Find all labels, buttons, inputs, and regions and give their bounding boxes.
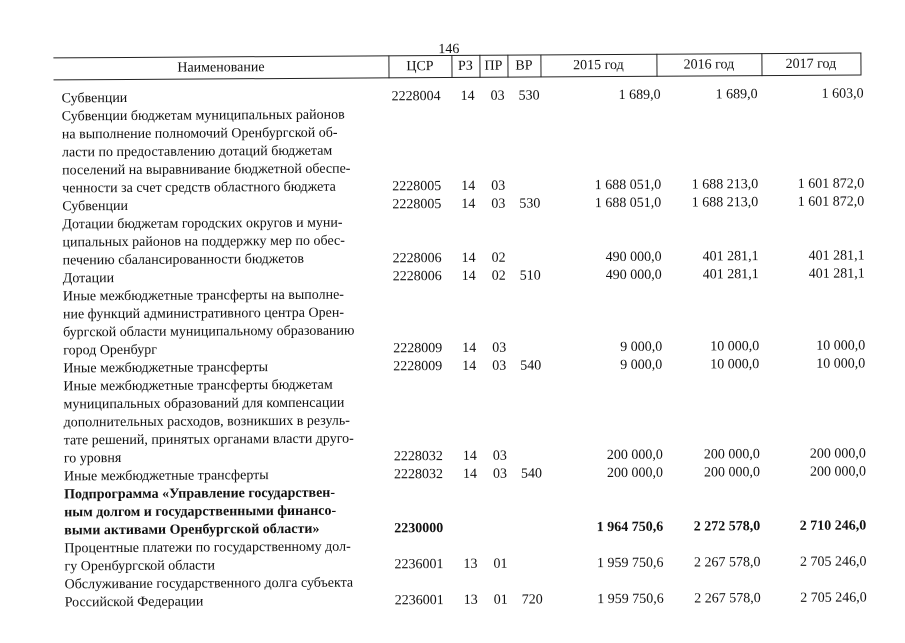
row-csr: 2236001 (394, 557, 444, 573)
row-2017: 10 000,0 (816, 338, 866, 354)
row-2015: 1 688 051,0 (594, 177, 662, 194)
row-name (64, 538, 394, 576)
row-csr: 2236001 (394, 593, 444, 609)
row-2016: 1 688 213,0 (691, 195, 759, 211)
table-row (0, 103, 904, 199)
row-name (62, 196, 392, 216)
row-name-line: Подпрограмма «Управление государствен- (64, 485, 336, 503)
row-2015: 1 959 750,6 (597, 591, 664, 608)
row-2015: 200 000,0 (606, 465, 663, 482)
header-pr: ПР (484, 58, 503, 74)
row-csr: 2228005 (392, 197, 442, 213)
row-2016: 10 000,0 (710, 339, 760, 355)
row-rz: 14 (461, 178, 476, 194)
row-2015: 9 000,0 (620, 357, 663, 373)
row-pr: 03 (492, 466, 507, 482)
row-2016: 2 267 578,0 (694, 591, 761, 607)
row-name (65, 574, 395, 612)
row-name-line: Процентные платежи по государственному дол- (64, 539, 351, 557)
row-vr: 540 (520, 466, 542, 482)
row-pr: 01 (493, 592, 508, 608)
row-name-line: гу Оренбургской области (64, 558, 216, 575)
row-2017: 200 000,0 (809, 446, 866, 462)
row-pr: 03 (491, 178, 506, 194)
row-name-line: Иные межбюджетные трансферты на выполне- (62, 287, 345, 305)
row-2017: 401 281,1 (808, 248, 865, 264)
row-name (62, 106, 393, 198)
row-name (63, 268, 393, 288)
row-name-line: печению сбалансированности бюджетов (62, 251, 305, 269)
row-csr: 2228032 (393, 467, 443, 483)
header-csr: ЦСР (406, 59, 434, 75)
row-name-line: ным долгом и государственными финансо- (64, 503, 337, 521)
row-pr: 03 (492, 358, 507, 374)
row-vr: 540 (520, 358, 542, 374)
row-name-line: Субвенции (61, 90, 128, 107)
row-csr: 2230000 (394, 521, 444, 537)
row-name-line: го уровня (63, 451, 122, 467)
table-row (0, 211, 905, 271)
row-name-line: ципальных районов на поддержку мер по обес- (62, 233, 345, 251)
table-header (53, 52, 861, 80)
row-csr: 2228006 (392, 269, 442, 285)
row-vr: 510 (519, 268, 541, 284)
row-2017: 200 000,0 (809, 464, 866, 480)
row-pr: 02 (491, 250, 506, 266)
row-2017: 2 705 246,0 (799, 554, 867, 570)
row-2017: 2 705 246,0 (800, 590, 867, 606)
row-2015: 1 959 750,6 (596, 555, 664, 572)
row-name (64, 484, 394, 540)
row-2015: 490 000,0 (605, 267, 662, 284)
row-name-line: город Оренбург (63, 342, 157, 359)
row-pr: 03 (492, 448, 507, 464)
row-rz: 14 (461, 268, 476, 284)
row-name-line: Обслуживание государственного долга субъекта (64, 575, 354, 593)
row-pr: 02 (491, 268, 506, 284)
row-pr: 03 (490, 88, 505, 104)
row-name-line: бургской области муниципальному образованию (63, 323, 355, 341)
row-2015: 1 689,0 (618, 87, 661, 103)
row-name-line: на выполнение полномочий Оренбургской об- (61, 125, 338, 143)
row-name (63, 286, 393, 360)
row-name-line: поселений на выравнивание бюджетной обеспе- (62, 161, 351, 179)
header-2016: 2016 год (683, 57, 735, 73)
row-rz: 14 (462, 448, 477, 464)
row-2017: 1 601 872,0 (797, 176, 865, 192)
row-name (63, 376, 394, 468)
header-2015: 2015 год (573, 57, 624, 74)
row-csr: 2228004 (391, 89, 441, 105)
row-name-line: Субвенции бюджетам муниципальных районов (61, 107, 345, 125)
row-pr: 03 (492, 340, 507, 356)
row-name-line: Российской Федерации (64, 594, 204, 611)
row-2017: 2 710 246,0 (799, 518, 867, 534)
row-csr: 2228009 (393, 341, 443, 357)
row-2016: 1 688 213,0 (691, 177, 759, 193)
row-vr: 530 (518, 88, 540, 104)
row-name (63, 358, 393, 378)
header-2017: 2017 год (785, 56, 837, 72)
table-row (0, 373, 905, 469)
table-row (1, 481, 905, 541)
row-name-line: Дотации (62, 271, 115, 287)
row-2015: 490 000,0 (605, 249, 662, 266)
row-csr: 2228009 (393, 359, 443, 375)
row-rz: 14 (460, 88, 475, 104)
row-csr: 2228032 (393, 449, 443, 465)
row-2017: 401 281,1 (808, 266, 865, 282)
row-2017: 1 601 872,0 (797, 194, 865, 210)
row-2017: 1 603,0 (821, 86, 864, 102)
row-name-line: тате решений, принятых органами власти друго- (63, 431, 354, 449)
row-rz: 14 (462, 466, 477, 482)
row-pr: 03 (491, 196, 506, 212)
row-vr: 720 (521, 592, 543, 608)
row-rz: 14 (461, 250, 476, 266)
row-2016: 10 000,0 (710, 357, 760, 373)
header-divider (860, 52, 861, 75)
row-2015: 200 000,0 (606, 447, 663, 464)
row-rz: 13 (463, 556, 478, 572)
row-pr: 01 (493, 556, 508, 572)
row-name-line: Иные межбюджетные трансферты (63, 360, 269, 377)
row-vr: 530 (519, 196, 541, 212)
header-vr: ВР (515, 58, 533, 74)
row-2016: 2 272 578,0 (693, 519, 761, 535)
table-row (2, 571, 905, 613)
row-2016: 1 689,0 (715, 87, 758, 103)
row-name-line: ченности за счет средств областного бюджета (62, 179, 336, 197)
row-name-line: Иные межбюджетные трансферты (63, 468, 269, 485)
row-2016: 2 267 578,0 (693, 555, 761, 571)
row-name-line: ние функций административного центра Орен- (62, 305, 345, 323)
row-name-line: муниципальных образований для компенсации (63, 395, 345, 413)
row-2016: 200 000,0 (703, 447, 760, 463)
row-2016: 401 281,1 (702, 267, 759, 283)
row-name-line: Субвенции (62, 198, 128, 215)
row-2015: 1 964 750,6 (596, 519, 664, 536)
row-name-line: ласти по предоставлению дотаций бюджетам (61, 143, 333, 161)
table-row (1, 535, 905, 577)
row-2017: 10 000,0 (816, 356, 866, 372)
row-name-line: выми активами Оренбургской области» (64, 521, 320, 539)
row-rz: 14 (462, 340, 477, 356)
table-row (0, 283, 905, 361)
row-2015: 9 000,0 (620, 339, 663, 355)
row-name-line: Дотации бюджетам городских округов и муни- (62, 215, 343, 233)
row-name (62, 88, 392, 108)
row-rz: 13 (463, 592, 478, 608)
header-name: Наименование (177, 60, 265, 76)
header-rz: РЗ (457, 58, 473, 74)
row-2016: 200 000,0 (703, 465, 760, 481)
row-rz: 14 (461, 196, 476, 212)
row-name (62, 214, 392, 270)
row-csr: 2228005 (392, 179, 442, 195)
row-csr: 2228006 (392, 251, 442, 267)
page-number: 146 (438, 41, 460, 58)
row-name (64, 466, 394, 486)
row-2016: 401 281,1 (702, 249, 759, 265)
row-name-line: Иные межбюджетные трансферты бюджетам (63, 377, 333, 395)
row-2015: 1 688 051,0 (594, 195, 662, 212)
row-name-line: дополнительных расходов, возникших в резуль- (63, 413, 350, 431)
row-rz: 14 (462, 358, 477, 374)
